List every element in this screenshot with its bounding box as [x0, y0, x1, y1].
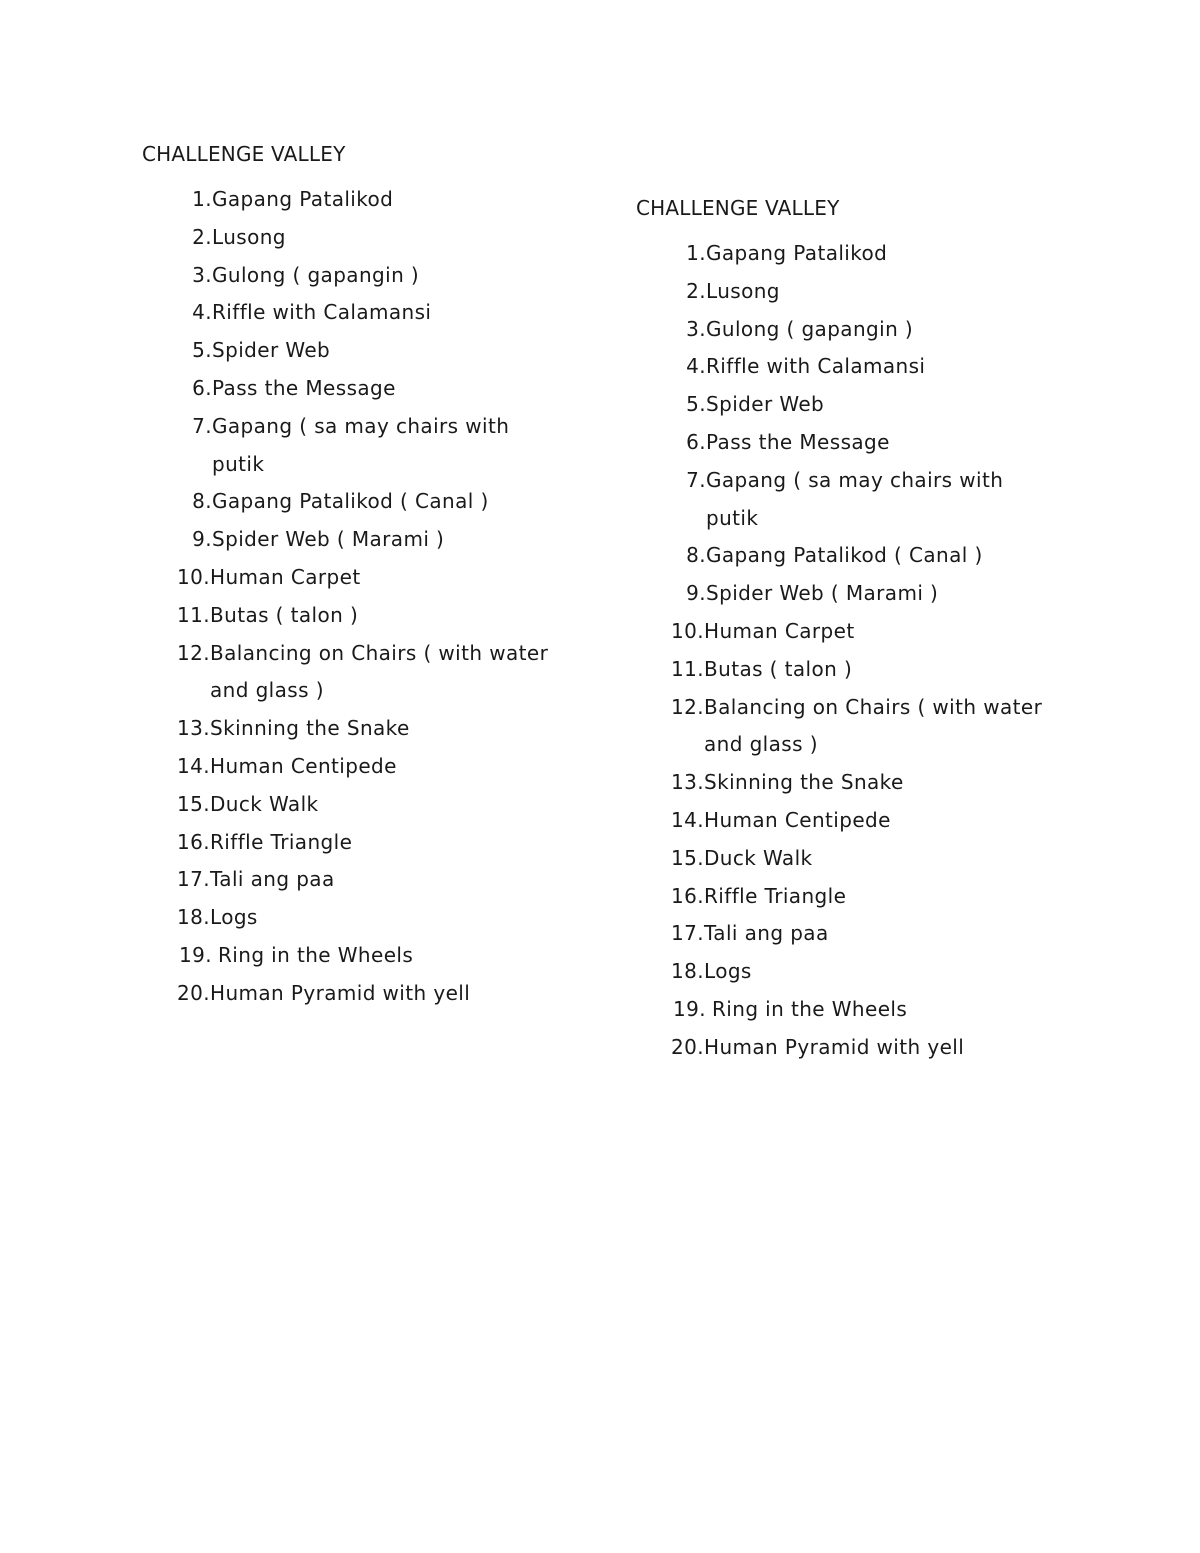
item-text: Ring in the Wheels: [712, 996, 908, 1021]
list-item: [142, 635, 602, 711]
item-text: Gapang Patalikod ( Canal ): [706, 543, 983, 568]
item-text: Ring in the Wheels: [218, 942, 414, 967]
item-number: 18.: [176, 905, 210, 930]
item-number: 9.: [686, 581, 706, 606]
item-text: Gulong ( gapangin ): [212, 262, 420, 287]
list-item: [142, 597, 602, 635]
item-text: Balancing on Chairs ( with water and glass ): [704, 694, 1043, 757]
list-item: [636, 424, 1096, 462]
item-number: 9.: [192, 527, 212, 552]
item-text: Logs: [704, 959, 752, 984]
list-item: [636, 764, 1096, 802]
list-item: [636, 613, 1096, 651]
item-number: 3.: [192, 262, 212, 287]
item-text: Human Pyramid with yell: [704, 1034, 965, 1059]
item-number: 11.: [176, 602, 210, 627]
item-text: Human Carpet: [704, 618, 855, 643]
item-text: Riffle Triangle: [704, 883, 847, 908]
item-number: 19.: [178, 942, 212, 967]
item-number: 16.: [670, 883, 704, 908]
list-item: [142, 710, 602, 748]
item-text: Duck Walk: [704, 845, 813, 870]
list-item: [142, 257, 602, 295]
item-number: 5.: [192, 338, 212, 363]
list-item: [636, 575, 1096, 613]
item-number: 4.: [686, 354, 706, 379]
list-item: [636, 689, 1096, 765]
item-number: 15.: [176, 791, 210, 816]
list-item: [636, 878, 1096, 916]
list-item: [142, 786, 602, 824]
item-number: 20.: [176, 980, 210, 1005]
item-number: 2.: [192, 224, 212, 249]
list-item: [636, 235, 1096, 273]
item-text: Gapang ( sa may chairs with putik: [212, 413, 510, 476]
item-text: Gapang Patalikod: [706, 241, 888, 265]
item-number: 10.: [176, 564, 210, 589]
item-text: Pass the Message: [706, 429, 890, 454]
list-column-right: [636, 194, 1096, 1067]
item-text: Duck Walk: [210, 791, 319, 816]
list-item: [636, 651, 1096, 689]
item-number: 13.: [176, 716, 210, 741]
list-item: [142, 408, 602, 484]
item-number: 12.: [176, 640, 210, 665]
item-text: Spider Web ( Marami ): [706, 581, 939, 606]
list-item: [636, 1029, 1096, 1067]
item-number: 15.: [670, 845, 704, 870]
list-item: [636, 348, 1096, 386]
item-text: Skinning the Snake: [704, 770, 904, 795]
item-text: Gulong ( gapangin ): [706, 316, 914, 341]
item-text: Butas ( talon ): [704, 656, 853, 681]
list-item: [636, 953, 1096, 991]
list-item: [636, 386, 1096, 424]
item-number: 19.: [672, 996, 706, 1021]
list-column-left: [142, 140, 602, 1013]
list-item: [636, 915, 1096, 953]
item-number: 18.: [670, 959, 704, 984]
item-number: 14.: [176, 753, 210, 778]
list-item: [636, 802, 1096, 840]
item-number: 8.: [192, 489, 212, 514]
list-item: [142, 899, 602, 937]
item-number: 5.: [686, 392, 706, 417]
item-text: Spider Web ( Marami ): [212, 527, 445, 552]
item-number: 17.: [176, 867, 210, 892]
list-item: [142, 219, 602, 257]
item-number: 7.: [686, 467, 706, 492]
item-text: Pass the Message: [212, 375, 396, 400]
challenge-list: [142, 181, 602, 1013]
item-number: 14.: [670, 807, 704, 832]
item-number: 20.: [670, 1034, 704, 1059]
item-number: 16.: [176, 829, 210, 854]
item-text: Riffle Triangle: [210, 829, 353, 854]
list-item: [142, 861, 602, 899]
item-number: 10.: [670, 618, 704, 643]
item-text: Human Centipede: [704, 807, 891, 832]
item-number: 17.: [670, 921, 704, 946]
list-item: [636, 311, 1096, 349]
list-item: [142, 975, 602, 1013]
item-number: 12.: [670, 694, 704, 719]
list-item: [636, 991, 1096, 1029]
item-number: 6.: [686, 429, 706, 454]
item-number: 1.: [192, 187, 212, 211]
list-item: [142, 521, 602, 559]
list-title: CHALLENGE VALLEY: [142, 142, 346, 166]
item-text: Gapang ( sa may chairs with putik: [706, 467, 1004, 530]
list-item: [636, 462, 1096, 538]
item-text: Tali ang paa: [704, 921, 829, 946]
list-item: [142, 483, 602, 521]
item-text: Tali ang paa: [210, 867, 335, 892]
item-text: Gapang Patalikod: [212, 187, 394, 211]
list-item: [142, 294, 602, 332]
list-item: [142, 748, 602, 786]
item-number: 8.: [686, 543, 706, 568]
item-number: 11.: [670, 656, 704, 681]
item-text: Riffle with Calamansi: [706, 354, 926, 379]
list-title: CHALLENGE VALLEY: [636, 196, 840, 220]
list-item: [142, 332, 602, 370]
list-item: [142, 824, 602, 862]
item-text: Human Pyramid with yell: [210, 980, 471, 1005]
item-number: 3.: [686, 316, 706, 341]
list-item: [636, 840, 1096, 878]
item-text: Spider Web: [706, 392, 825, 417]
list-item: [636, 537, 1096, 575]
list-item: [142, 937, 602, 975]
item-text: Butas ( talon ): [210, 602, 359, 627]
item-text: Lusong: [212, 224, 286, 249]
list-item: [142, 559, 602, 597]
item-text: Gapang Patalikod ( Canal ): [212, 489, 489, 514]
item-text: Spider Web: [212, 338, 331, 363]
list-item: [636, 273, 1096, 311]
item-text: Skinning the Snake: [210, 716, 410, 741]
item-text: Human Centipede: [210, 753, 397, 778]
item-number: 1.: [686, 241, 706, 265]
item-text: Balancing on Chairs ( with water and glass ): [210, 640, 549, 703]
item-number: 6.: [192, 375, 212, 400]
item-number: 7.: [192, 413, 212, 438]
list-item: [142, 181, 602, 219]
item-number: 13.: [670, 770, 704, 795]
item-text: Human Carpet: [210, 564, 361, 589]
item-text: Lusong: [706, 278, 780, 303]
list-item: [142, 370, 602, 408]
item-number: 4.: [192, 300, 212, 325]
item-text: Riffle with Calamansi: [212, 300, 432, 325]
item-number: 2.: [686, 278, 706, 303]
item-text: Logs: [210, 905, 258, 930]
challenge-list: [636, 235, 1096, 1067]
